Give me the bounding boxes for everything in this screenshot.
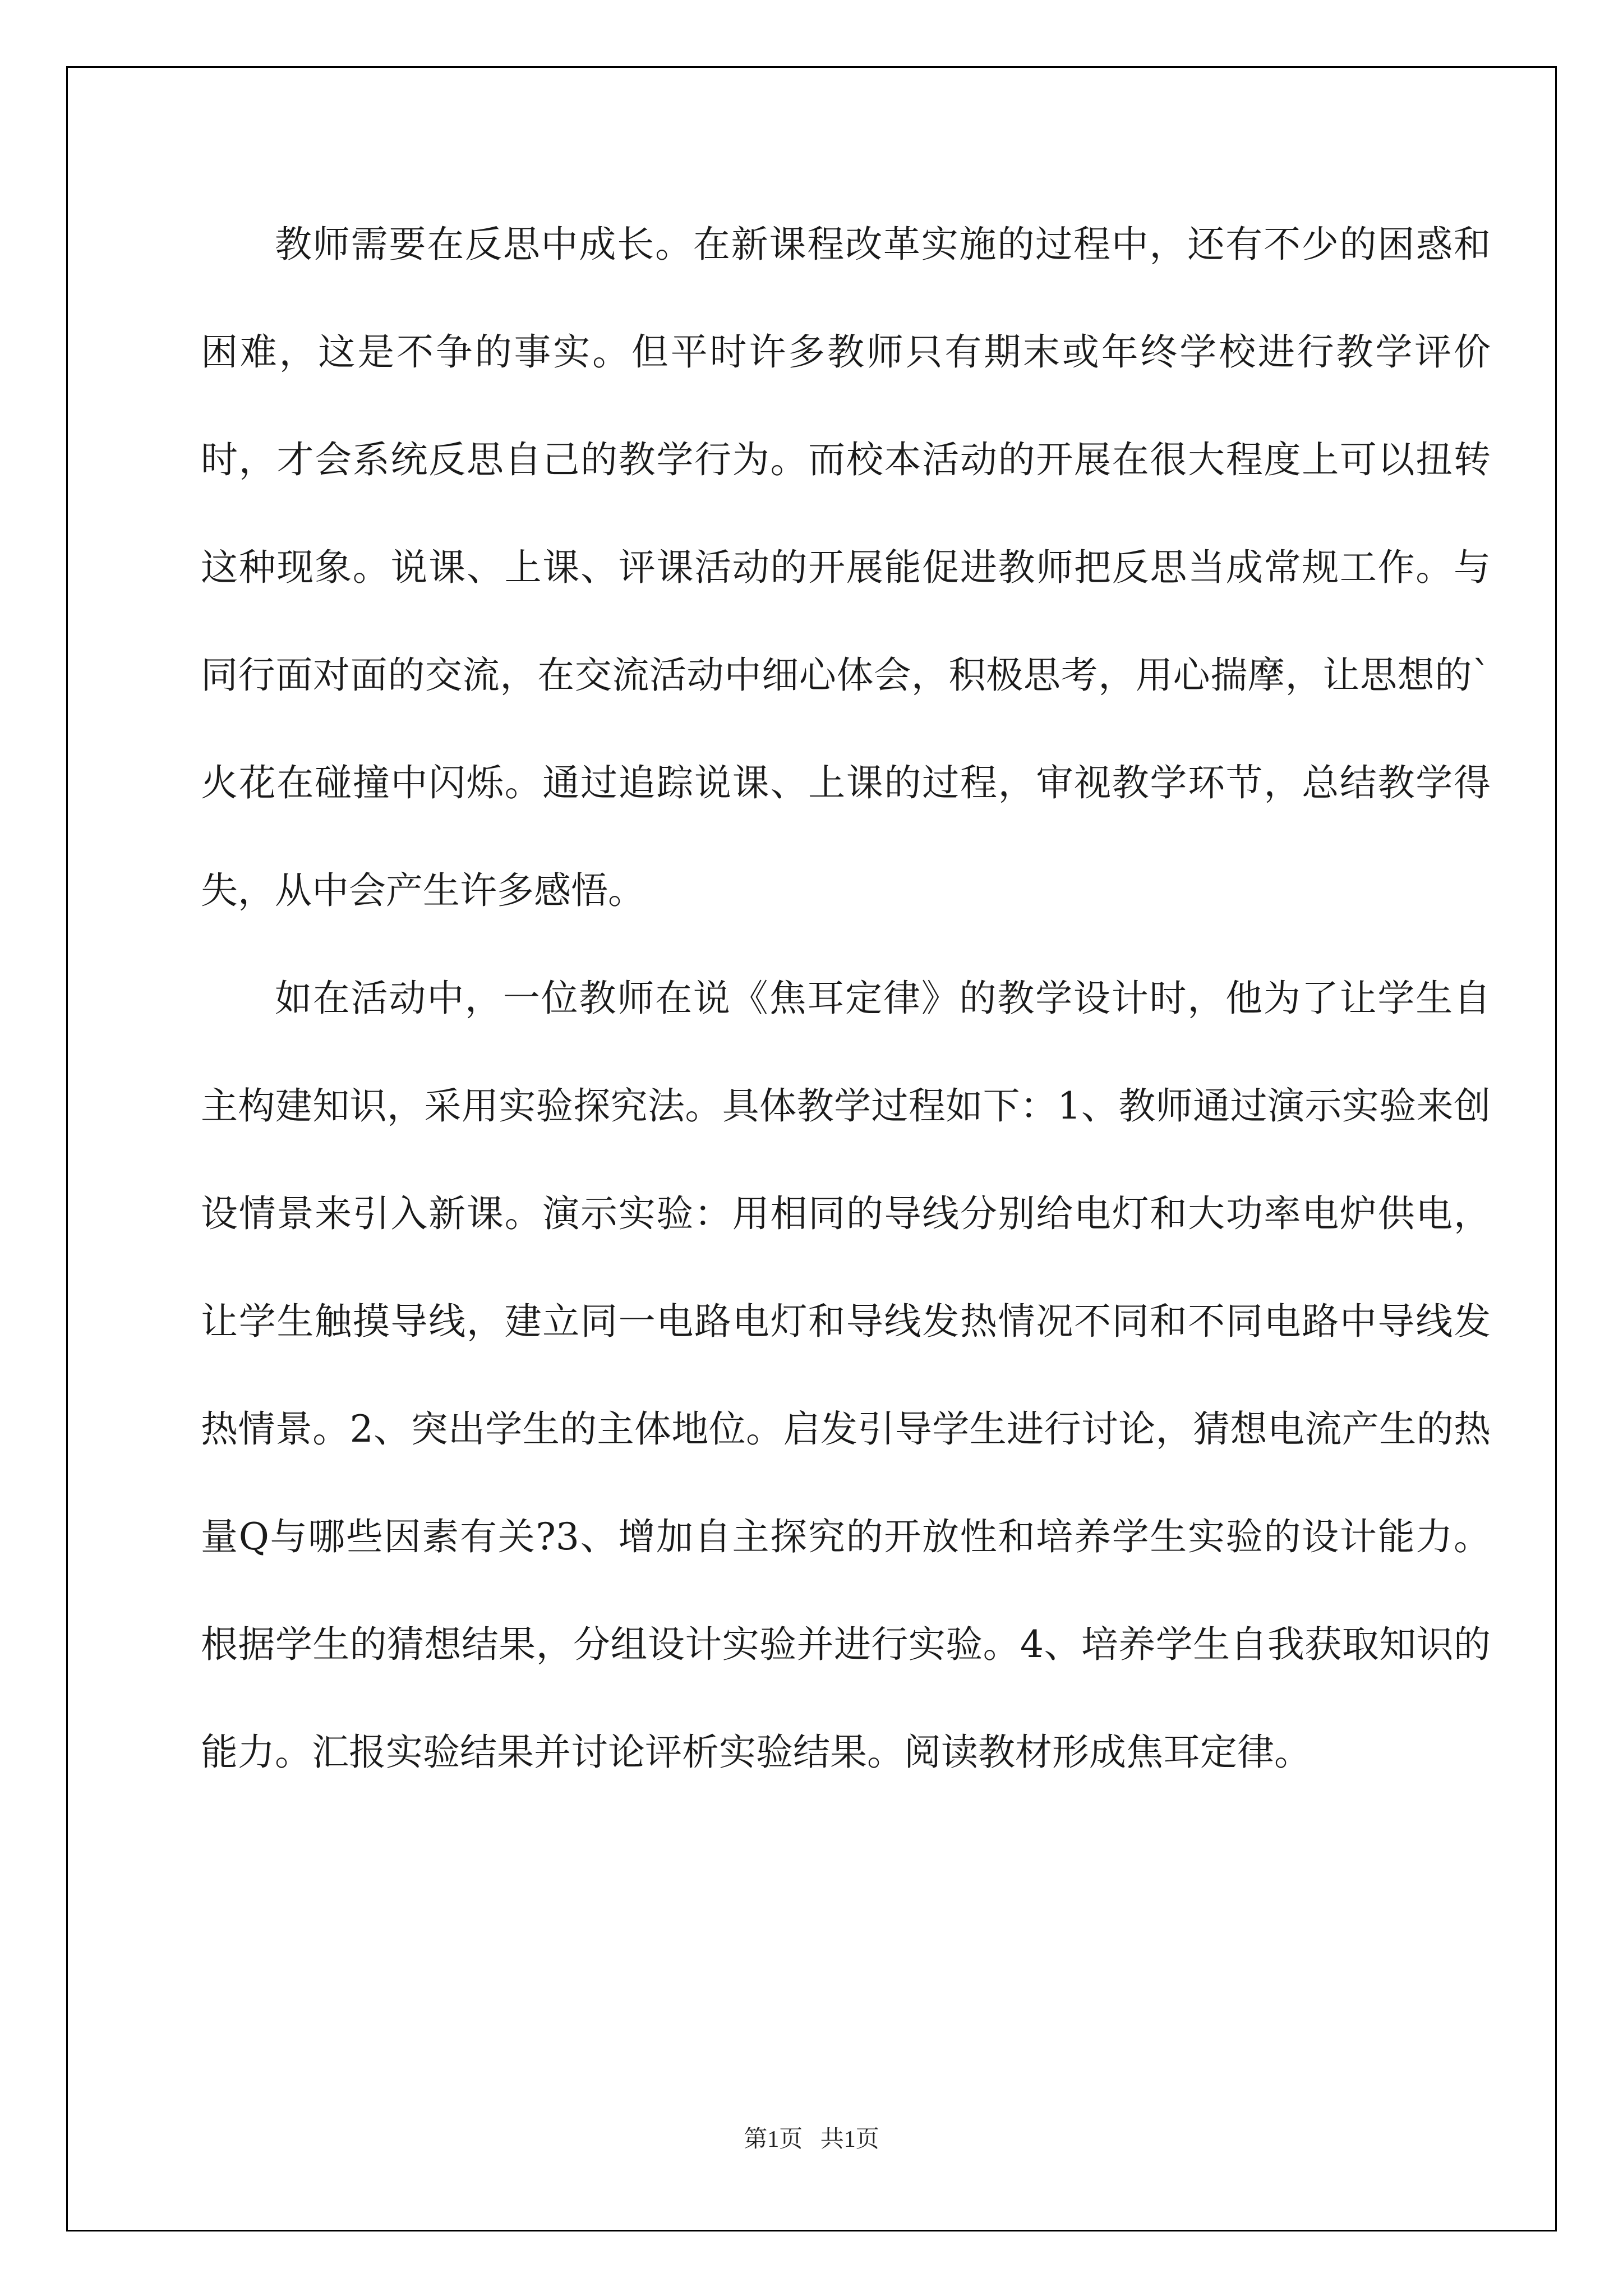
page-footer: 第1页 共1页	[744, 2127, 879, 2152]
paragraph-2: 如在活动中，一位教师在说《焦耳定律》的教学设计时，他为了让学生自主构建知识，采用实验探究法。具体教学过程如下：1、教师通过演示实验来创设情景来引入新课。演示实验：用相同的导线分别给电灯和大功率电炉供电，让学生触摸导线，建立同一电路电灯和导线发热情况不同和不同电路中导线发热情景。2、突出学生的主体地位。启发引导学生进行讨论，猜想电流产生的热量Q与哪些因素有关?3、增加自主探究的开放性和培养学生实验的设计能力。根据学生的猜想结果，分组设计实验并进行实验。4、培养学生自我获取知识的能力。汇报实验结果并讨论评析实验结果。阅读教材形成焦耳定律。	[201, 977, 1491, 1774]
paragraph-1: 教师需要在反思中成长。在新课程改革实施的过程中，还有不少的困惑和困难，这是不争的事实。但平时许多教师只有期末或年终学校进行教学评价时，才会系统反思自己的教学行为。而校本活动的开展在很大程度上可以扭转这种现象。说课、上课、评课活动的开展能促进教师把反思当成常规工作。与同行面对面的交流，在交流活动中细心体会，积极思考，用心揣摩，让思想的`火花在碰撞中闪烁。通过追踪说课、上课的过程，审视教学环节，总结教学得失，从中会产生许多感悟。	[201, 223, 1491, 912]
document-body	[201, 191, 1491, 1806]
